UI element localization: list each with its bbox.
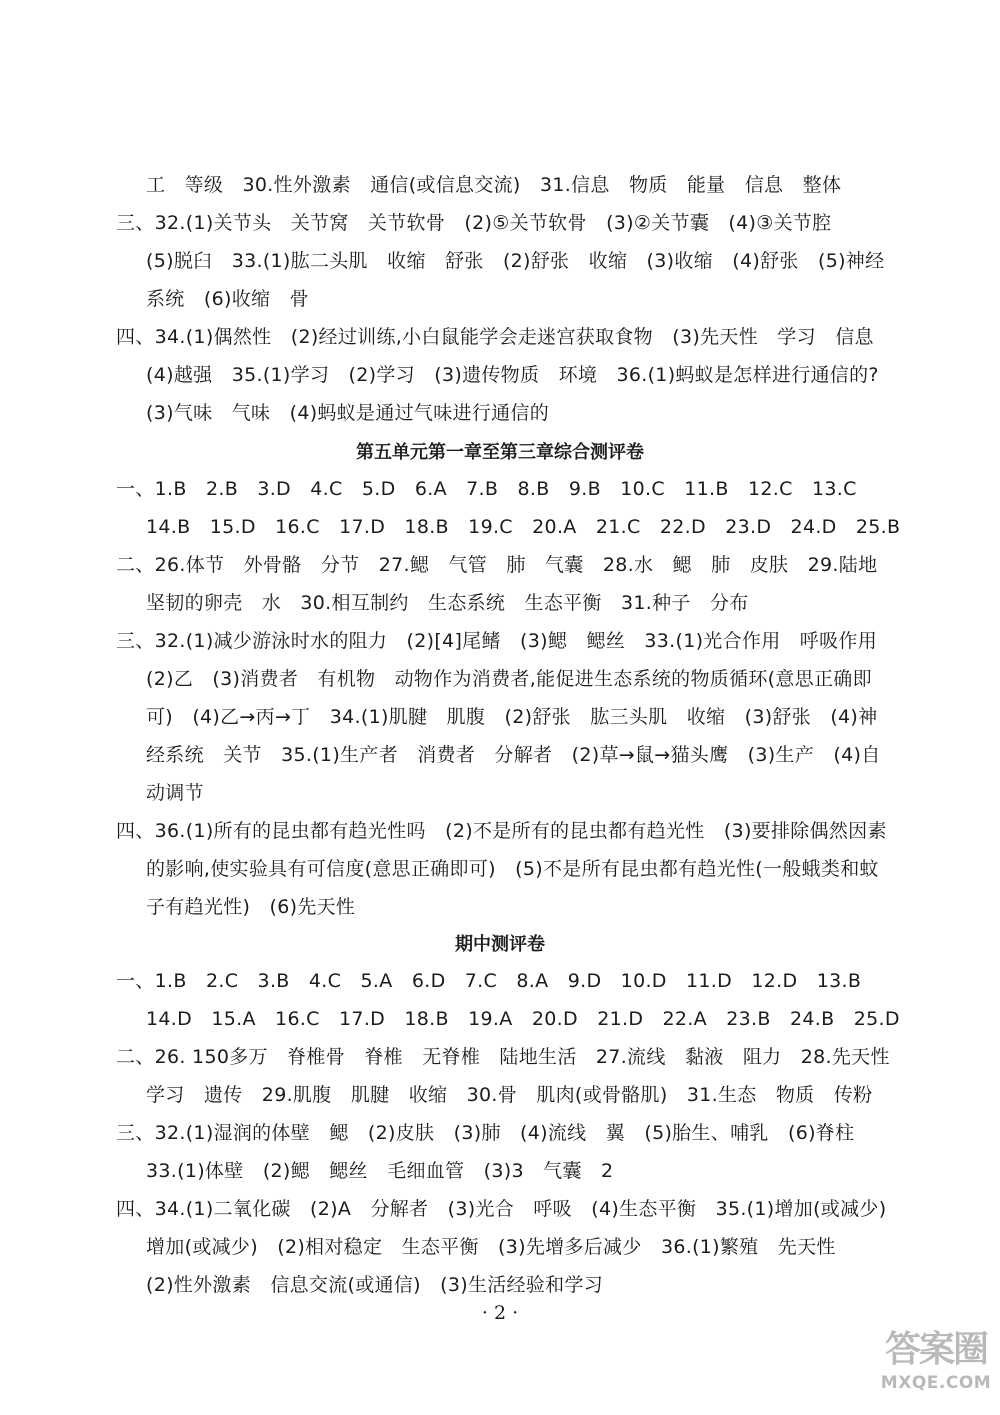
section-title: 期中测评卷 bbox=[455, 934, 545, 955]
answer-line: 工 等级 30.性外激素 通信(或信息交流) 31.信息 物质 能量 信息 整体 bbox=[146, 174, 842, 196]
watermark-site-text: MXQE.COM bbox=[880, 1373, 992, 1393]
answer-line: 四、36.(1)所有的昆虫都有趋光性吗 (2)不是所有的昆虫都有趋光性 (3)要排除偶然因素 bbox=[116, 820, 887, 842]
answer-line: 14.D 15.A 16.C 17.D 18.B 19.A 20.D 21.D 22.A 23.B 24.B 25.D bbox=[146, 1008, 900, 1030]
answer-line: 三、32.(1)关节头 关节窝 关节软骨 (2)⑤关节软骨 (3)②关节囊 (4)③关节腔 bbox=[116, 212, 832, 234]
answer-line: 子有趋光性) (6)先天性 bbox=[146, 896, 356, 918]
answer-line: 经系统 关节 35.(1)生产者 消费者 分解者 (2)草→鼠→猫头鹰 (3)生产 (4)自 bbox=[146, 744, 881, 766]
answer-line: 坚韧的卵壳 水 30.相互制约 生态系统 生态平衡 31.种子 分布 bbox=[146, 592, 749, 614]
answer-line: 增加(或减少) (2)相对稳定 生态平衡 (3)先增多后减少 36.(1)繁殖 先天性 bbox=[146, 1236, 836, 1258]
answer-line: (2)乙 (3)消费者 有机物 动物作为消费者,能促进生态系统的物质循环(意思正确即 bbox=[146, 668, 872, 690]
watermark-logo bbox=[880, 1328, 992, 1408]
watermark-logo-text: 答案圈 bbox=[884, 1329, 987, 1370]
answer-line: 四、34.(1)二氧化碳 (2)A 分解者 (3)光合 呼吸 (4)生态平衡 35.(1)增加(或减少) bbox=[116, 1198, 887, 1220]
answer-line: 三、32.(1)湿润的体壁 鳃 (2)皮肤 (3)肺 (4)流线 翼 (5)胎生、哺乳 (6)脊柱 bbox=[116, 1122, 855, 1144]
answer-line: 学习 遗传 29.肌腹 肌腱 收缩 30.骨 肌肉(或骨骼肌) 31.生态 物质 传粉 bbox=[146, 1084, 873, 1106]
answer-line: (4)越强 35.(1)学习 (2)学习 (3)遗传物质 环境 36.(1)蚂蚁是怎样进行通信的? bbox=[146, 364, 879, 386]
answer-line: 14.B 15.D 16.C 17.D 18.B 19.C 20.A 21.C 22.D 23.D 24.D 25.B bbox=[146, 516, 901, 538]
answer-line: (2)性外激素 信息交流(或通信) (3)生活经验和学习 bbox=[146, 1274, 604, 1296]
answer-line: 二、26.体节 外骨骼 分节 27.鳃 气管 肺 气囊 28.水 鳃 肺 皮肤 29.陆地 bbox=[116, 554, 878, 576]
answer-line: 动调节 bbox=[146, 782, 204, 804]
answer-line: 二、26. 150多万 脊椎骨 脊椎 无脊椎 陆地生活 27.流线 黏液 阻力 28.先天性 bbox=[116, 1046, 890, 1068]
answer-line: 系统 (6)收缩 骨 bbox=[146, 288, 309, 310]
answer-line: 四、34.(1)偶然性 (2)经过训练,小白鼠能学会走迷宫获取食物 (3)先天性 学习 信息 bbox=[116, 326, 874, 348]
page-number: · 2 · bbox=[481, 1302, 519, 1324]
answer-line: 33.(1)体壁 (2)鳃 鳃丝 毛细血管 (3)3 气囊 2 bbox=[146, 1160, 614, 1182]
answer-line: (3)气味 气味 (4)蚂蚁是通过气味进行通信的 bbox=[146, 402, 550, 424]
answer-line: 可) (4)乙→丙→丁 34.(1)肌腱 肌腹 (2)舒张 肱三头肌 收缩 (3)舒张 (4)神 bbox=[146, 706, 878, 728]
answer-line: 一、1.B 2.B 3.D 4.C 5.D 6.A 7.B 8.B 9.B 10.C 11.B 12.C 13.C bbox=[116, 478, 857, 500]
answer-line: (5)脱臼 33.(1)肱二头肌 收缩 舒张 (2)舒张 收缩 (3)收缩 (4)舒张 (5)神经 bbox=[146, 250, 885, 272]
answer-line: 的影响,使实验具有可信度(意思正确即可) (5)不是所有昆虫都有趋光性(一般蛾类和蚊 bbox=[146, 858, 879, 880]
answer-line: 三、32.(1)减少游泳时水的阻力 (2)[4]尾鳍 (3)鳃 鳃丝 33.(1)光合作用 呼吸作用 bbox=[116, 630, 878, 652]
answer-line: 一、1.B 2.C 3.B 4.C 5.A 6.D 7.C 8.A 9.D 10.D 11.D 12.D 13.B bbox=[116, 970, 862, 992]
section-title: 第五单元第一章至第三章综合测评卷 bbox=[356, 442, 644, 463]
